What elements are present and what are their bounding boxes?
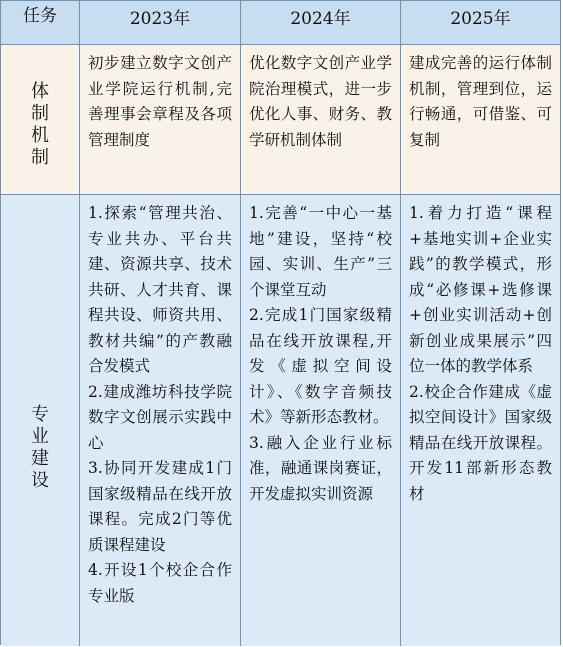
header-year-2023 <box>80 1 241 45</box>
row-label-cell <box>1 45 80 195</box>
header-task-cell <box>1 1 80 45</box>
plan-cell <box>241 45 401 195</box>
header-year-2025 <box>401 1 560 45</box>
plan-text: 优化数字文创产业学院治理模式，进一步优化人事、财务、教学研机制体制 <box>249 54 392 149</box>
plan-cell <box>80 195 241 646</box>
plan-cell <box>401 195 560 646</box>
header-year-label: 2025年 <box>450 9 511 29</box>
row-label: 体制机制 <box>31 81 49 168</box>
plan-cell <box>241 195 401 646</box>
plan-cell <box>401 45 560 195</box>
plan-text: 建成完善的运行体制机制，管理到位，运行畅通，可借鉴、可复制 <box>409 54 552 149</box>
plan-cell <box>80 45 241 195</box>
header-year-2024 <box>241 1 401 45</box>
row-label-cell <box>1 195 80 646</box>
header-year-label: 2023年 <box>129 9 191 29</box>
header-year-label: 2024年 <box>290 9 351 29</box>
row-label: 专业建设 <box>31 404 49 491</box>
plan-text: 1.完善“一中心一基地”建设，坚持“校园、实训、生产”三个课堂互动 2.完成1门国家级精品在线开放课程,开发《虚拟空间设计》、《数字音频技术》等新形态教材。 3.融入企业行业标准，融通课岗赛证，开发虚拟实训资源 <box>249 204 392 503</box>
plan-text: 1.着力打造“课程+基地实训+企业实践”的教学模式，形成“必修课+选修课+创业实训活动+创新创业成果展示”四位一体的教学体系 2.校企合作建成《虚拟空间设计》国家级精品在线开放课程。开发11部新形态教材 <box>409 204 552 503</box>
plan-text: 初步建立数字文创产业学院运行机制,完善理事会章程及各项管理制度 <box>88 54 232 149</box>
plan-text: 1.探索“管理共治、专业共办、平台共建、资源共享、技术共研、人才共育、课程共设、师资共用、教材共编”的产教融合发模式 2.建成潍坊科技学院数字文创展示实践中心 3.协同开发建成1门国家级精品在线开放课程。完成2门等优质课程建设 4.开设1个校企合作专业版 <box>88 204 232 605</box>
header-task-label: 任务 <box>23 6 57 26</box>
